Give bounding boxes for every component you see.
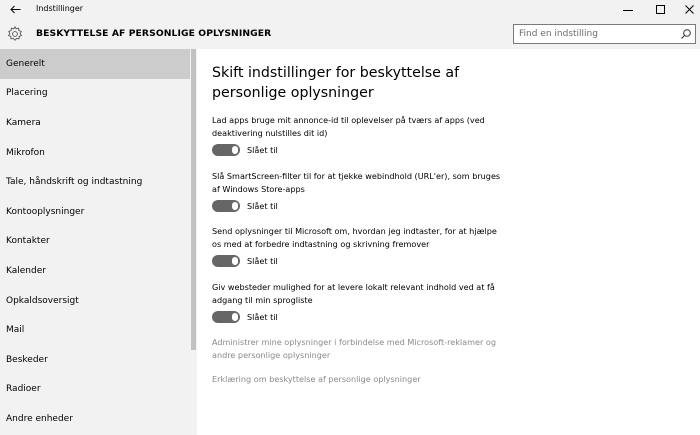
toggle-advertising-id[interactable] — [212, 144, 240, 156]
sidebar-item-kamera[interactable] — [0, 108, 190, 138]
toggle-state-label: Slået til — [247, 145, 278, 155]
sidebar-item-label: Andre enheder — [6, 413, 73, 424]
window-title: Indstillinger — [36, 4, 84, 13]
sidebar-scrollbar[interactable] — [190, 49, 197, 435]
minimize-button[interactable] — [611, 0, 645, 19]
sidebar-item-label: Tale, håndskrift og indtastning — [6, 177, 143, 188]
sidebar-item-label: Kamera — [6, 117, 41, 128]
maximize-icon — [656, 5, 665, 14]
sidebar-item-radioer[interactable] — [0, 375, 190, 405]
toggle-knob — [232, 202, 238, 210]
toggle-language-list[interactable] — [212, 311, 240, 323]
setting-description: Send oplysninger til Microsoft om, hvordan jeg indtaster, for at hjælpe os med at forbedre indtastning og skrivning fremover — [212, 226, 497, 249]
setting-description: Giv websteder mulighed for at levere lokalt relevant indhold ved at få adgang til min sprogliste — [212, 282, 495, 305]
sidebar-item-generelt[interactable] — [0, 49, 190, 79]
arrow-left-icon — [10, 5, 21, 14]
search-icon[interactable] — [680, 28, 692, 40]
toggle-typing-info[interactable] — [212, 255, 240, 267]
page-title: BESKYTTELSE AF PERSONLIGE OPLYSNINGER — [36, 28, 272, 39]
toggle-state-label: Slået til — [247, 256, 278, 266]
sidebar-item-label: Kalender — [6, 265, 46, 276]
toggle-knob — [232, 313, 238, 321]
toggle-smartscreen[interactable] — [212, 200, 240, 212]
sidebar-item-kalender[interactable] — [0, 256, 190, 286]
sidebar-item-label: Radioer — [6, 384, 41, 395]
privacy-statement-link[interactable]: Erklæring om beskyttelse af personlige oplysninger — [212, 374, 421, 384]
back-button[interactable] — [0, 0, 30, 19]
sidebar-item-beskeder[interactable] — [0, 345, 190, 375]
search-input[interactable] — [519, 25, 677, 43]
sidebar-item-tale[interactable] — [0, 167, 190, 197]
sidebar-item-opkaldsoversigt[interactable] — [0, 286, 190, 316]
title-bar — [0, 0, 700, 19]
gear-icon — [6, 25, 24, 43]
toggle-state-label: Slået til — [247, 312, 278, 322]
setting-description: Slå SmartScreen-filter til for at tjekke webindhold (URL'er), som bruges af Windows Store-apps — [212, 171, 501, 194]
sidebar-item-mail[interactable] — [0, 315, 190, 345]
manage-ads-link[interactable]: Administrer mine oplysninger i forbindelse med Microsoft-reklamer og andre personlige oplysninger — [212, 337, 496, 360]
sidebar-item-label: Mikrofon — [6, 147, 45, 158]
toggle-state-label: Slået til — [247, 201, 278, 211]
sidebar-item-label: Kontakter — [6, 236, 50, 247]
sidebar-item-label: Opkaldsoversigt — [6, 295, 79, 306]
main-content — [197, 49, 700, 435]
sidebar-item-kontooplysninger[interactable] — [0, 197, 190, 227]
settings-header — [0, 19, 700, 49]
sidebar-item-label: Kontooplysninger — [6, 206, 85, 217]
toggle-knob — [232, 257, 238, 265]
sidebar-item-label: Placering — [6, 88, 48, 99]
close-button[interactable] — [672, 0, 700, 19]
sidebar-item-andre-enheder[interactable] — [0, 404, 190, 434]
scrollbar-thumb[interactable] — [191, 49, 196, 350]
setting-description: Lad apps bruge mit annonce-id til oplevelser på tværs af apps (ved deaktivering nulstilles dit id) — [212, 115, 485, 138]
sidebar-item-label: Mail — [6, 325, 25, 336]
sidebar-item-placering[interactable] — [0, 79, 190, 109]
close-icon — [685, 5, 694, 14]
sidebar-item-mikrofon[interactable] — [0, 138, 190, 168]
toggle-knob — [232, 146, 238, 154]
sidebar — [0, 49, 197, 435]
sidebar-item-label: Beskeder — [6, 354, 48, 365]
sidebar-item-kontakter[interactable] — [0, 227, 190, 257]
sidebar-item-label: Generelt — [6, 58, 45, 69]
minimize-icon — [623, 5, 633, 15]
section-title: Skift indstillinger for beskyttelse af personlige oplysninger — [212, 65, 460, 101]
search-box[interactable] — [513, 24, 696, 44]
